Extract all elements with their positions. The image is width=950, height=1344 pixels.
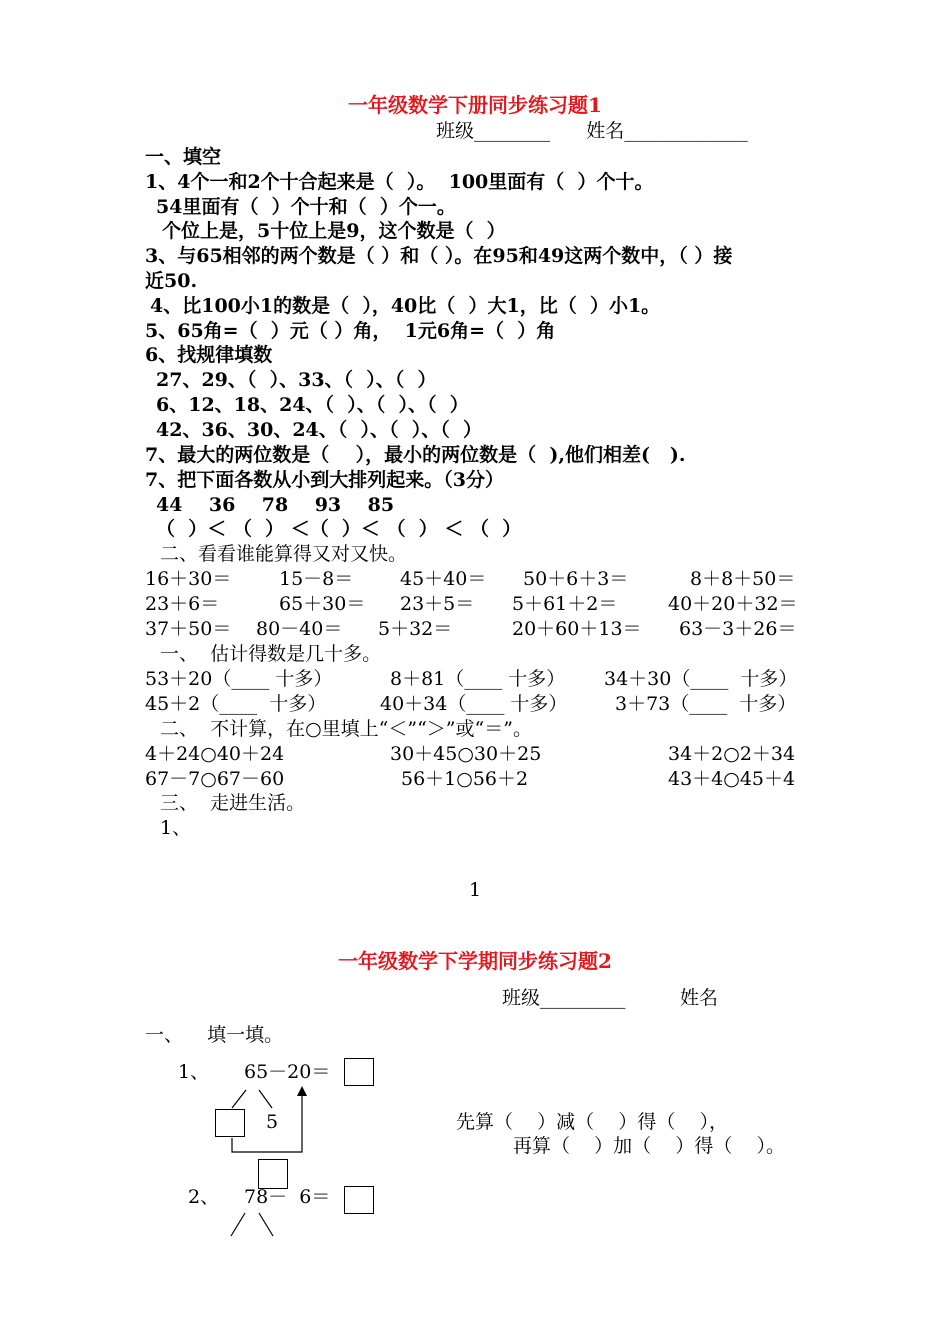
question-1b: 54里面有（ ）个十和（ ）个一。 (156, 196, 456, 218)
life-question-1: 1、 (160, 817, 192, 839)
calc-item: 63－3＋26＝ (679, 618, 797, 640)
estimate-item: 40＋34（____ 十多） (380, 693, 568, 715)
calc-item: 8＋8＋50＝ (690, 568, 796, 590)
question-6: 6、找规律填数 (145, 344, 273, 366)
compare-item: 56＋1○56＋2 (401, 768, 529, 790)
calc-item: 5＋32＝ (378, 618, 453, 640)
calc-item: 20＋60＋13＝ (512, 618, 642, 640)
estimate-item: 53＋20（____ 十多） (145, 668, 333, 690)
question-7b: 7、把下面各数从小到大排列起来。（3分） (145, 469, 504, 491)
question-5: 5、65角=（ ）元（ ）角， 1元6角=（ ）角 (145, 320, 556, 342)
section1-heading: 一、填空 (145, 146, 222, 168)
name-label: 姓名 (680, 987, 719, 1009)
problem-1-expression: 65－20＝ (244, 1061, 331, 1083)
class-name-line: 班级________ 姓名_____________ (436, 120, 748, 142)
estimate-item: 34＋30（____ 十多） (604, 668, 798, 690)
calc-item: 23＋5＝ (400, 593, 475, 615)
page-number: 1 (468, 879, 482, 901)
compare-item: 43＋4○45＋4 (668, 768, 796, 790)
compare-item: 34＋2○2＋34 (668, 743, 796, 765)
estimate-item: 45＋2（____ 十多） (145, 693, 327, 715)
page2-section1-heading: 一、 填一填。 (145, 1024, 284, 1046)
calc-item: 40＋20＋32＝ (668, 593, 798, 615)
pattern-row-1: 27、29、（ ）、33、（ ）、（ ） (156, 369, 437, 391)
compare-item: 4＋24○40＋24 (145, 743, 285, 765)
pattern-row-3: 42、36、30、24、（ ）、（ ）、（ ） (156, 419, 482, 441)
hint-line-2: 再算（ ）加（ ）得（ ）。 (513, 1135, 785, 1157)
split-number: 5 (266, 1111, 279, 1133)
class-label: 班级_________ (502, 987, 626, 1009)
question-3a: 3、与65相邻的两个数是（ ）和（ ）。在95和49这两个数中，（ ）接 (145, 245, 733, 267)
branch-line-right-2 (259, 1213, 273, 1236)
calc-item: 23＋6＝ (145, 593, 220, 615)
branch-line-left-2 (231, 1213, 245, 1236)
question-2: 个位上是，5十位上是9，这个数是（ ） (162, 220, 506, 242)
branch-line-right (259, 1090, 272, 1108)
question-1: 1、4个一和2个十合起来是（ ）。 100里面有（ ）个十。 (145, 171, 654, 193)
calc-item: 5＋61＋2＝ (512, 593, 618, 615)
problem-2-expression: 78－ 6＝ (244, 1186, 331, 1208)
estimate-item: 3＋73（____ 十多） (615, 693, 797, 715)
calc-item: 45＋40＝ (400, 568, 487, 590)
problem-2-index: 2、 (188, 1186, 220, 1208)
compare-item: 67－7○67－60 (145, 768, 285, 790)
calc-item: 65＋30＝ (279, 593, 366, 615)
arrow-head (297, 1086, 307, 1096)
hint-line-1: 先算（ ）减（ ）得（ ）， (456, 1111, 728, 1133)
compare-heading: 二、 不计算，在○里填上“＜”“＞”或“＝”。 (160, 718, 532, 740)
pattern-row-2: 6、12、18、24、（ ）、（ ）、（ ） (156, 394, 469, 416)
order-line: （ ）＜ （ ） ＜（ ）＜ （ ） ＜ （ ） (156, 518, 522, 540)
page1-title: 一年级数学下册同步练习题1 (348, 93, 602, 117)
branch-line-left (232, 1090, 246, 1108)
compare-item: 30＋45○30＋25 (390, 743, 542, 765)
life-heading: 三、 走进生活。 (160, 792, 306, 814)
calc-item: 15－8＝ (279, 568, 354, 590)
estimate-heading: 一、 估计得数是几十多。 (160, 643, 382, 665)
calc-item: 37＋50＝ (145, 618, 232, 640)
question-4: 4、比100小1的数是（ ），40比（ ）大1，比（ ）小1。 (150, 295, 661, 317)
calc-item: 16＋30＝ (145, 568, 232, 590)
question-3b: 近50. (145, 270, 198, 292)
connector-line (232, 1090, 302, 1152)
problem-1-index: 1、 (178, 1061, 210, 1083)
numbers-to-order: 44 36 78 93 85 (156, 494, 395, 516)
calc-item: 80－40＝ (256, 618, 343, 640)
section2-heading: 二、看看谁能算得又对又快。 (160, 543, 408, 565)
calc-item: 50＋6＋3＝ (523, 568, 629, 590)
estimate-item: 8＋81（____ 十多） (390, 668, 566, 690)
page2-title: 一年级数学下学期同步练习题2 (338, 949, 612, 973)
question-7a: 7、最大的两位数是（ ），最小的两位数是（ ),他们相差( ). (145, 444, 686, 466)
